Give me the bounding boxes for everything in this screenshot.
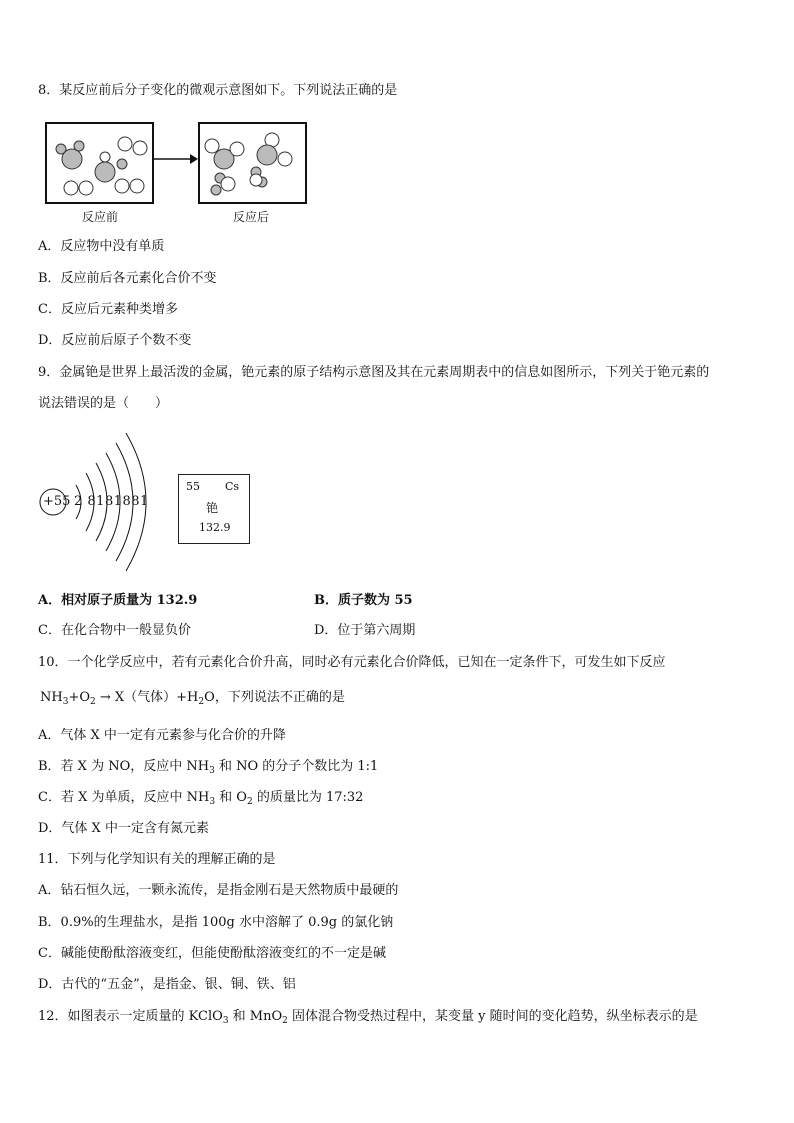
q9-option-d: D．位于第六周期 — [314, 623, 416, 638]
nucleus-charge: +55 — [43, 494, 71, 509]
caption-after: 反应后 — [233, 210, 270, 224]
atom-white — [250, 174, 262, 186]
before-reaction-box — [45, 122, 154, 204]
atom-small — [56, 144, 66, 154]
periodic-table-cell — [178, 474, 250, 544]
q11-option-a: A．钻石恒久远，一颗永流传，是指金刚石是天然物质中最硬的 — [38, 883, 399, 898]
after-reaction-box — [198, 122, 307, 204]
q8-option-a: A．反应物中没有单质 — [38, 239, 165, 254]
electron-configuration: 2 8181881 — [74, 494, 149, 509]
atom-white — [79, 181, 93, 195]
q11-option-d: D．古代的“五金”，是指金、银、铜、铁、铝 — [38, 977, 296, 992]
atomic-number: 55 — [186, 480, 200, 493]
atom-white — [130, 179, 144, 193]
atomic-mass: 132.9 — [199, 521, 231, 534]
atom-large — [257, 145, 277, 165]
q11-option-b: B．0.9%的生理盐水，是指 100g 水中溶解了 0.9g 的氯化钠 — [38, 915, 394, 930]
q11-option-c: C．碱能使酚酞溶液变红，但能使酚酞溶液变红的不一定是碱 — [38, 946, 386, 961]
q10-option-a: A．气体 X 中一定有元素参与化合价的升降 — [38, 728, 286, 743]
caption-before: 反应前 — [82, 210, 119, 224]
q10-equation: $NH_3+O_2 \to X$（气体）$+H_2O$，下列说法不正确的是 — [40, 690, 345, 707]
atom-white — [221, 177, 235, 191]
q10-option-b: B．若 X 为 NO，反应中 $NH_3$ 和 NO 的分子个数比为 1:1 — [38, 759, 379, 776]
q10-option-d: D．气体 X 中一定含有氮元素 — [38, 821, 209, 836]
q9-option-b: B．质子数为 55 — [314, 593, 413, 608]
q9-stem-line1: 9．金属铯是世界上最活泼的金属，铯元素的原子结构示意图及其在元素周期表中的信息如图所示，下列关于铯元素的 — [38, 365, 710, 380]
atom-white — [100, 152, 110, 162]
q8-stem: 8．某反应前后分子变化的微观示意图如下。下列说法正确的是 — [38, 83, 398, 98]
q11-stem: 11．下列与化学知识有关的理解正确的是 — [38, 852, 276, 867]
atom-white — [115, 179, 129, 193]
before-molecules-svg — [47, 124, 152, 202]
atom-small — [117, 159, 127, 169]
atom-white — [278, 152, 292, 166]
q8-option-c: C．反应后元素种类增多 — [38, 302, 178, 317]
element-symbol: Cs — [225, 480, 240, 493]
q9-option-a: A．相对原子质量为 132.9 — [38, 593, 198, 608]
q8-option-b: B．反应前后各元素化合价不变 — [38, 271, 217, 286]
reaction-arrow-icon — [152, 152, 198, 166]
q10-option-c: C．若 X 为单质，反应中 $NH_3$ 和 $O_2$ 的质量比为 17:32 — [38, 790, 364, 807]
q9-option-c: C．在化合物中一般显负价 — [38, 623, 191, 638]
atom-large — [95, 162, 115, 182]
q10-stem: 10．一个化学反应中，若有元素化合价升高，同时必有元素化合价降低，已知在一定条件下，可发生如下反应 — [38, 655, 666, 670]
atom-small — [211, 185, 221, 195]
atom-white — [118, 137, 132, 151]
atom-small — [74, 141, 84, 151]
q9-stem-line2: 说法错误的是（ ） — [38, 396, 169, 411]
atom-white — [205, 139, 219, 153]
atom-white — [64, 181, 78, 195]
atom-white — [133, 141, 147, 155]
after-molecules-svg — [200, 124, 305, 202]
q12-stem: 12．如图表示一定质量的 KClO$_3$ 和 MnO$_2$ 固体混合物受热过程中，某变量 y 随时间的变化趋势，纵坐标表示的是 — [38, 1009, 698, 1026]
element-name: 铯 — [206, 501, 219, 515]
atom-white — [230, 142, 244, 156]
q8-option-d: D．反应前后原子个数不变 — [38, 333, 192, 348]
